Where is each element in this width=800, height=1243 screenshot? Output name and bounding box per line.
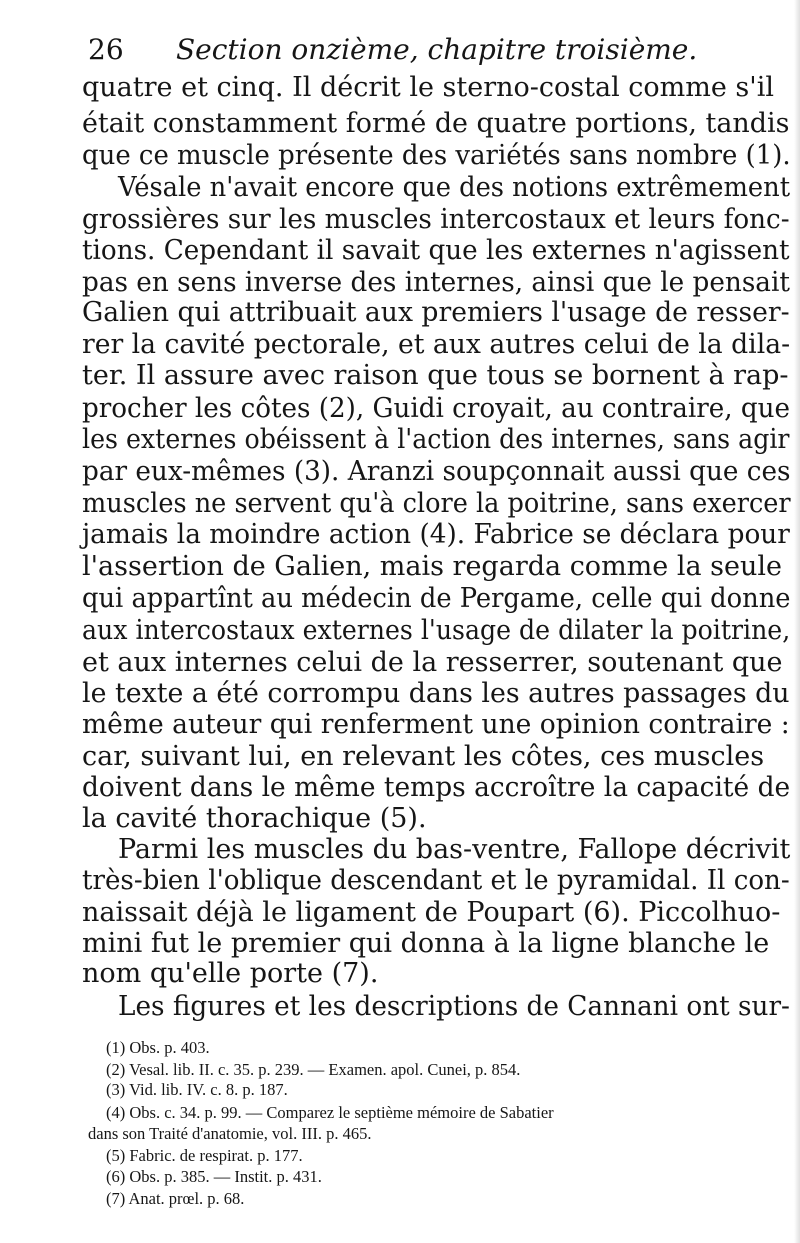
- text-line: Galien qui attribuait aux premiers l'usage de resser-: [82, 297, 790, 328]
- text-line: ter. Il assure avec raison que tous se bornent à rap-: [82, 360, 789, 391]
- running-title: Section onzième, chapitre troisième.: [176, 33, 698, 66]
- text-line: par eux-mêmes (3). Aranzi soupçonnait aussi que ces: [82, 456, 791, 487]
- text-line: pas en sens inverse des internes, ainsi que le pensait: [82, 267, 790, 298]
- text-line: rer la cavité pectorale, et aux autres celui de la dila-: [82, 329, 791, 360]
- text-line: très-bien l'oblique descendant et le pyramidal. Il con-: [82, 865, 790, 896]
- text-line: jamais la moindre action (4). Fabrice se déclara pour: [82, 519, 790, 550]
- footnote: (3) Vid. lib. IV. c. 8. p. 187.: [106, 1080, 288, 1099]
- page-number: 26: [88, 33, 124, 66]
- footnote: (5) Fabric. de respirat. p. 177.: [106, 1146, 303, 1165]
- text-line: naissait déjà le ligament de Poupart (6). Piccolhuo-: [82, 897, 781, 928]
- footnote: dans son Traité d'anatomie, vol. III. p. 465.: [88, 1124, 372, 1143]
- text-line: procher les côtes (2), Guidi croyait, au contraire, que: [82, 393, 791, 424]
- text-line: la cavité thorachique (5).: [82, 803, 427, 834]
- text-line: muscles ne servent qu'à clore la poitrine, sans exercer: [82, 488, 791, 519]
- text-line: le texte a été corrompu dans les autres passages du: [82, 678, 790, 709]
- text-line: grossières sur les muscles intercostaux et leurs fonc-: [82, 204, 790, 235]
- text-line: mini fut le premier qui donna à la ligne blanche le: [82, 928, 770, 959]
- footnote: (4) Obs. c. 34. p. 99. — Comparez le septième mémoire de Sabatier: [106, 1103, 554, 1122]
- text-line: que ce muscle présente des variétés sans nombre (1).: [82, 140, 791, 171]
- scan-edge-shadow: [794, 0, 800, 1243]
- text-line: les externes obéissent à l'action des internes, sans agir: [82, 424, 790, 455]
- text-line: doivent dans le même temps accroître la capacité de: [82, 772, 791, 803]
- text-line: Vésale n'avait encore que des notions extrêmement: [118, 172, 791, 203]
- text-line: et aux internes celui de la resserrer, soutenant que: [82, 647, 783, 678]
- footnote: (6) Obs. p. 385. — Instit. p. 431.: [106, 1167, 322, 1186]
- text-line: tions. Cependant il savait que les externes n'agissent: [82, 235, 790, 266]
- footnote: (2) Vesal. lib. II. c. 35. p. 239. — Examen. apol. Cunei, p. 854.: [106, 1060, 521, 1079]
- footnote: (7) Anat. prœl. p. 68.: [106, 1189, 245, 1208]
- text-line: nom qu'elle porte (7).: [82, 958, 379, 989]
- text-line: qui appartînt au médecin de Pergame, celle qui donne: [82, 583, 791, 614]
- text-line: car, suivant lui, en relevant les côtes, ces muscles: [82, 741, 765, 772]
- footnote: (1) Obs. p. 403.: [106, 1038, 210, 1057]
- text-line: l'assertion de Galien, mais regarda comme la seule: [82, 551, 782, 582]
- text-line: Parmi les muscles du bas-ventre, Fallope décrivit: [118, 834, 791, 865]
- text-line: quatre et cinq. Il décrit le sterno-costal comme s'il: [82, 72, 774, 103]
- text-line: Les figures et les descriptions de Cannani ont sur-: [118, 991, 790, 1022]
- text-line: même auteur qui renferment une opinion contraire :: [82, 709, 790, 740]
- page-header: [88, 30, 708, 70]
- text-line: aux intercostaux externes l'usage de dilater la poitrine,: [82, 615, 791, 646]
- text-line: était constamment formé de quatre portions, tandis: [82, 108, 790, 139]
